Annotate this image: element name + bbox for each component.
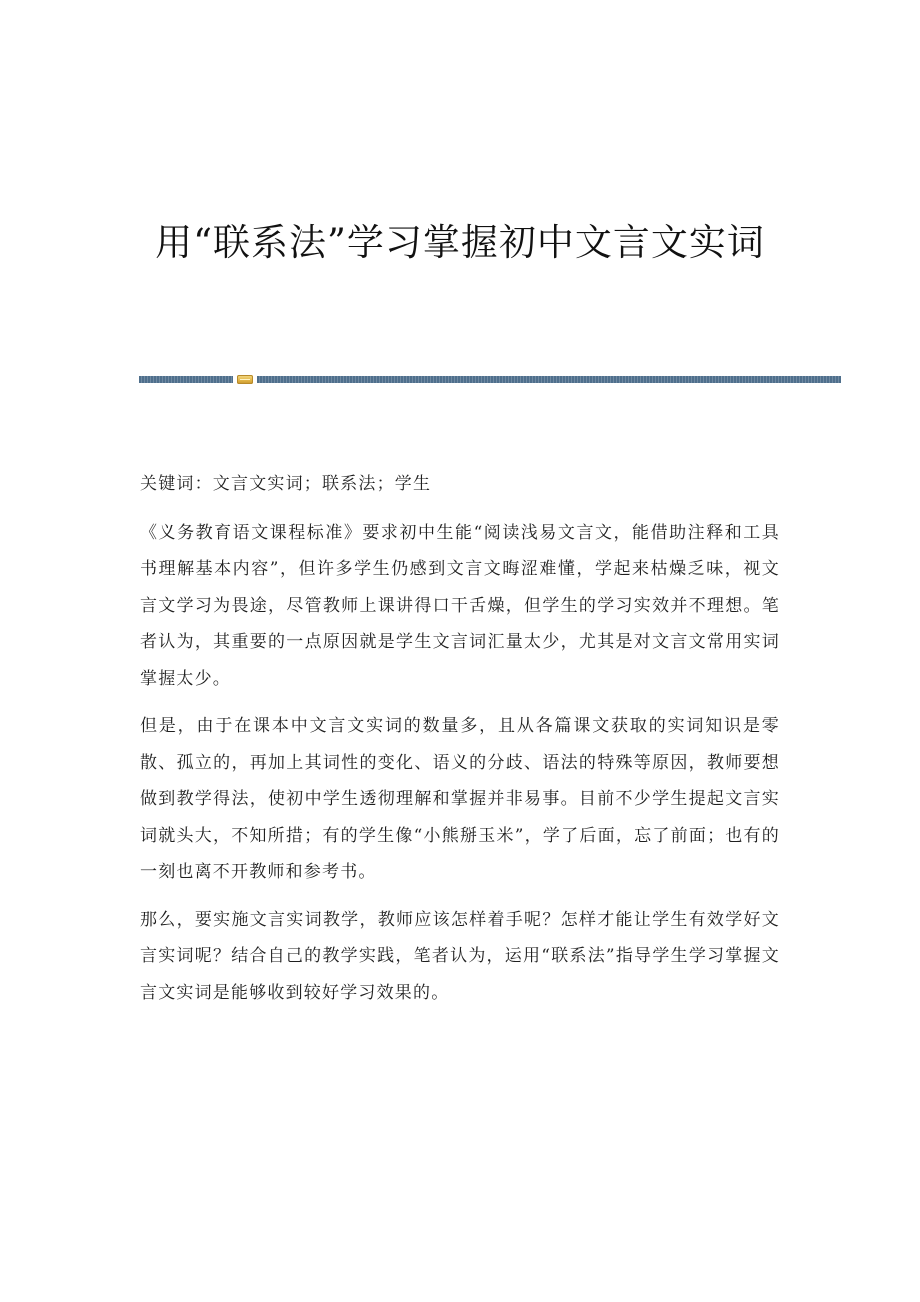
article-body — [140, 466, 780, 1022]
divider-bar-right — [257, 376, 841, 383]
paragraph-1: 《义务教育语文课程标准》要求初中生能“阅读浅易文言文，能借助注释和工具书理解基本内容”，但许多学生仍感到文言文晦涩难懂，学起来枯燥乏味，视文言文学习为畏途，尽管教师上课讲得口干舌燥，但学生的学习实效并不理想。笔者认为，其重要的一点原因就是学生文言词汇量太少，尤其是对文言文常用实词掌握太少。 — [140, 522, 780, 689]
divider-bar-left — [139, 376, 233, 383]
title-divider — [139, 375, 841, 384]
divider-ornament-icon — [237, 375, 253, 384]
paragraph-3: 那么，要实施文言实词教学，教师应该怎样着手呢？怎样才能让学生有效学好文言实词呢？结合自己的教学实践，笔者认为，运用“联系法”指导学生学习掌握文言文实词是能够收到较好学习效果的。 — [140, 909, 780, 1003]
page-title: 用“联系法”学习掌握初中文言文实词 — [155, 221, 765, 264]
paragraph-2: 但是，由于在课本中文言文实词的数量多，且从各篇课文获取的实词知识是零散、孤立的，再加上其词性的变化、语义的分歧、语法的特殊等原因，教师要想做到教学得法，使初中学生透彻理解和掌握并非易事。目前不少学生提起文言实词就头大，不知所措；有的学生像“小熊掰玉米”，学了后面，忘了前面；也有的一刻也离不开教师和参考书。 — [140, 716, 780, 882]
keywords-line: 关键词：文言文实词；联系法；学生 — [140, 474, 432, 494]
